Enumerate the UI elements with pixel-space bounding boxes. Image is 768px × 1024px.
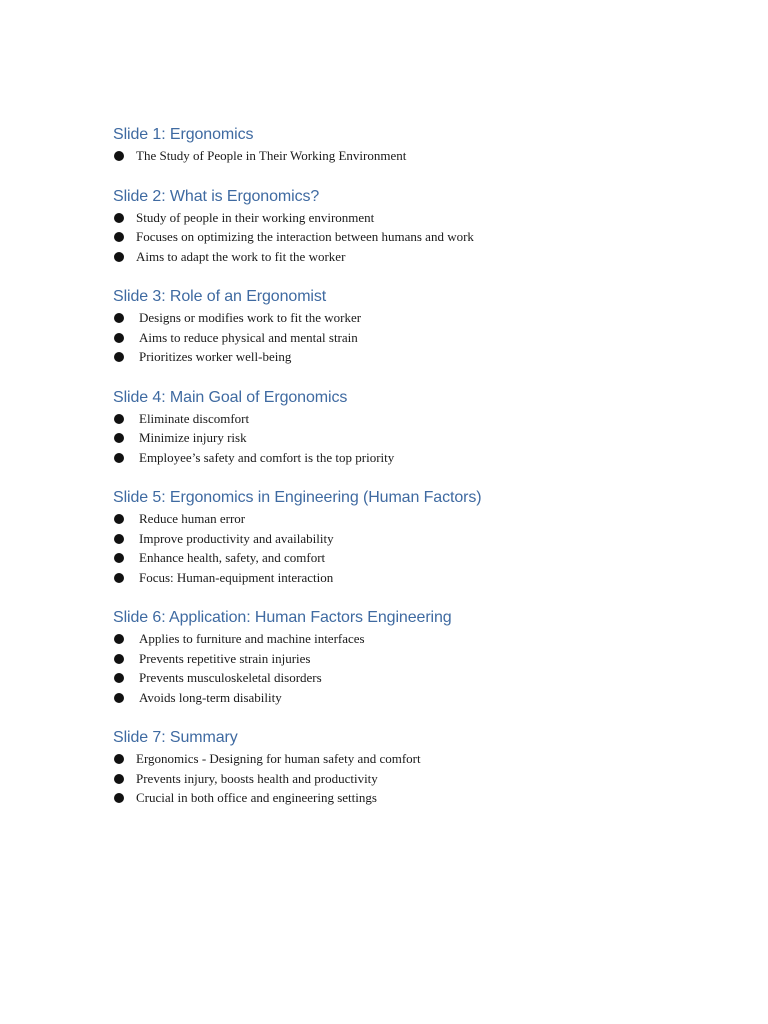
slide-heading: Slide 5: Ergonomics in Engineering (Human Factors) <box>113 489 482 506</box>
list-item-text: Crucial in both office and engineering settings <box>136 790 377 805</box>
bullet-icon <box>114 313 124 323</box>
bullet-icon <box>114 213 124 223</box>
bullet-icon <box>114 693 124 703</box>
slide-section-6 <box>113 607 728 707</box>
list-item <box>113 448 728 468</box>
bullet-icon <box>114 673 124 683</box>
slide-section-7 <box>113 727 728 808</box>
list-item-text: Prevents musculoskeletal disorders <box>139 670 322 685</box>
list-item-text: Study of people in their working environment <box>136 209 375 225</box>
bullet-icon <box>114 573 124 583</box>
bullet-list <box>113 629 728 707</box>
list-item <box>113 649 728 669</box>
list-item <box>113 328 728 348</box>
bullet-icon <box>114 433 124 443</box>
list-item-text: Minimize injury risk <box>139 430 247 445</box>
list-item <box>113 769 728 789</box>
slide-section-4 <box>113 387 728 468</box>
list-item-text: Focus: Human-equipment interaction <box>139 569 334 585</box>
list-item <box>113 227 728 247</box>
bullet-list <box>113 208 728 267</box>
list-item <box>113 529 728 549</box>
bullet-icon <box>114 151 124 161</box>
list-item <box>113 208 728 228</box>
list-item-text: Applies to furniture and machine interfaces <box>139 631 365 646</box>
bullet-icon <box>114 333 124 343</box>
slide-section-5 <box>113 487 728 587</box>
bullet-list <box>113 146 728 166</box>
bullet-list <box>113 749 728 808</box>
bullet-icon <box>114 654 124 664</box>
bullet-icon <box>114 232 124 242</box>
list-item-text: Avoids long-term disability <box>139 689 282 705</box>
list-item-text: Focuses on optimizing the interaction between humans and work <box>136 229 474 244</box>
list-item <box>113 568 728 588</box>
bullet-list <box>113 409 728 468</box>
list-item <box>113 688 728 708</box>
slide-heading: Slide 6: Application: Human Factors Engineering <box>113 609 452 626</box>
list-item <box>113 548 728 568</box>
slide-heading: Slide 3: Role of an Ergonomist <box>113 288 327 305</box>
slide-section-3 <box>113 286 728 367</box>
list-item-text: Aims to adapt the work to fit the worker <box>136 248 346 264</box>
bullet-list <box>113 509 728 587</box>
bullet-icon <box>114 793 124 803</box>
bullet-list <box>113 308 728 367</box>
list-item <box>113 347 728 367</box>
list-item-text: Prevents injury, boosts health and productivity <box>136 770 378 786</box>
slide-heading: Slide 1: Ergonomics <box>113 126 254 143</box>
list-item-text: Improve productivity and availability <box>139 530 334 546</box>
bullet-icon <box>114 774 124 784</box>
list-item <box>113 749 728 769</box>
list-item-text: Prevents repetitive strain injuries <box>139 650 311 666</box>
slide-heading: Slide 4: Main Goal of Ergonomics <box>113 388 348 406</box>
list-item <box>113 788 728 808</box>
list-item-text: Prioritizes worker well-being <box>139 349 292 364</box>
list-item <box>113 509 728 529</box>
slide-heading: Slide 7: Summary <box>113 729 238 746</box>
list-item-text: Enhance health, safety, and comfort <box>139 550 326 565</box>
slide-section-1 <box>113 124 728 166</box>
list-item-text: Reduce human error <box>139 511 246 526</box>
list-item-text: Designs or modifies work to fit the worker <box>139 310 362 325</box>
bullet-icon <box>114 252 124 262</box>
list-item <box>113 668 728 688</box>
bullet-icon <box>114 534 124 544</box>
slide-section-2 <box>113 186 728 267</box>
bullet-icon <box>114 453 124 463</box>
bullet-icon <box>114 352 124 362</box>
list-item <box>113 308 728 328</box>
list-item-text: Aims to reduce physical and mental strain <box>139 329 358 345</box>
list-item <box>113 247 728 267</box>
bullet-icon <box>114 754 124 764</box>
list-item-text: Ergonomics - Designing for human safety and comfort <box>136 751 421 766</box>
list-item <box>113 146 728 166</box>
bullet-icon <box>114 553 124 563</box>
bullet-icon <box>114 634 124 644</box>
bullet-icon <box>114 514 124 524</box>
list-item <box>113 409 728 429</box>
list-item-text: The Study of People in Their Working Environment <box>136 148 407 163</box>
list-item <box>113 428 728 448</box>
slide-heading: Slide 2: What is Ergonomics? <box>113 187 320 205</box>
list-item-text: Employee’s safety and comfort is the top priority <box>139 449 395 465</box>
list-item <box>113 629 728 649</box>
bullet-icon <box>114 414 124 424</box>
list-item-text: Eliminate discomfort <box>139 410 250 426</box>
